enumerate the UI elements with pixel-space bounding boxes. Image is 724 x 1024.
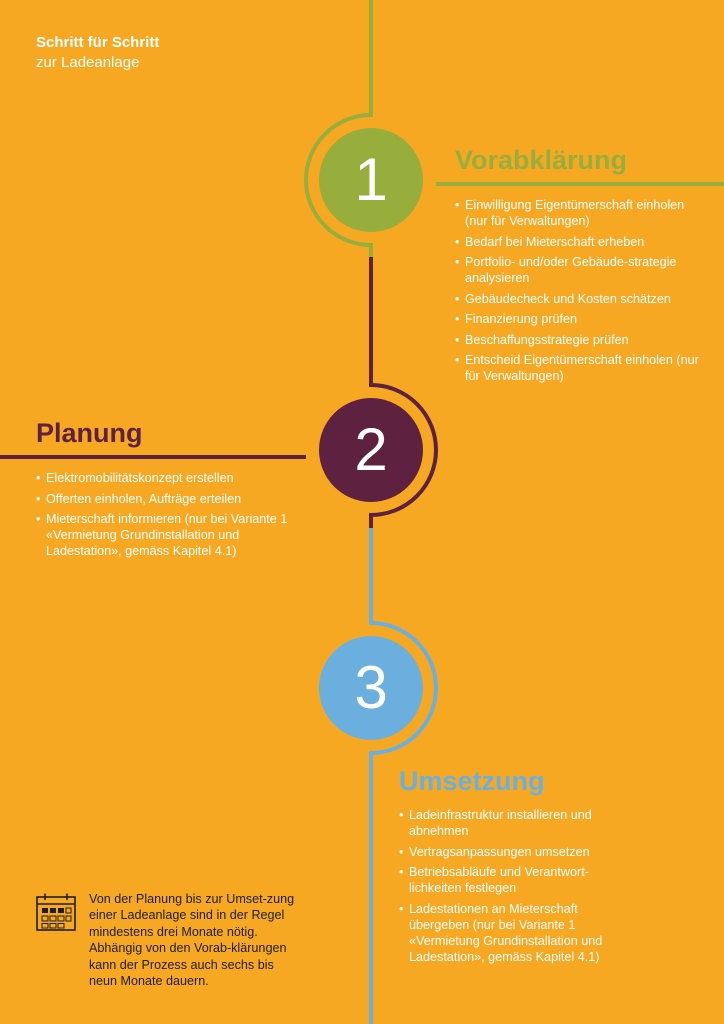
step-1-list	[455, 197, 705, 389]
list-item: • Einwilligung Eigentümerschaft einholen (nur für Verwaltungen)	[455, 197, 705, 229]
step-2-title: Planung	[36, 418, 143, 448]
step-1-circle: 1	[319, 128, 423, 232]
list-item: • Ladestationen an Mieterschaft übergeben (nur bei Variante 1 «Vermietung Grundinstallation und Ladestation», gemäss Kapitel 4.1)	[399, 901, 639, 965]
list-item: • Beschaffungsstrategie prüfen	[455, 332, 705, 348]
list-item: • Ladeinfrastruktur installieren und abnehmen	[399, 807, 639, 839]
calendar-icon	[36, 893, 76, 931]
list-item: • Portfolio- und/oder Gebäude-strategie analysieren	[455, 254, 705, 286]
list-item: • Gebäudecheck und Kosten schätzen	[455, 291, 705, 307]
list-item: • Bedarf bei Mieterschaft erheben	[455, 234, 705, 250]
list-item: • Mieterschaft informieren (nur bei Variante 1 «Vermietung Grundinstallation und Ladestation», gemäss Kapitel 4.1)	[36, 511, 291, 559]
step-2-circle: 2	[319, 398, 423, 502]
step-3-circle: 3	[319, 636, 423, 740]
header-subtitle: zur Ladeanlage	[36, 54, 140, 71]
list-item: • Offerten einholen, Aufträge erteilen	[36, 491, 291, 507]
step-3-list	[399, 807, 639, 969]
page-header	[36, 33, 159, 73]
duration-note: Von der Planung bis zur Umset-zung einer Ladeanlage sind in der Regel mindestens drei Monate nötig. Abhängig von den Vorab-klärungen kann der Prozess auch sechs bis neun Monate dauern.	[89, 892, 295, 989]
step-1-title: Vorabklärung	[455, 145, 628, 175]
list-item: • Entscheid Eigentümerschaft einholen (nur für Verwaltungen)	[455, 352, 705, 384]
list-item: • Finanzierung prüfen	[455, 311, 705, 327]
list-item: • Elektromobilitätskonzept erstellen	[36, 470, 291, 486]
step-3-title: Umsetzung	[399, 766, 545, 796]
list-item: • Betriebsabläufe und Verantwort-lichkeiten festlegen	[399, 864, 639, 896]
step-2-list	[36, 470, 291, 564]
list-item: • Vertragsanpassungen umsetzen	[399, 844, 639, 860]
header-title: Schritt für Schritt	[36, 34, 160, 51]
